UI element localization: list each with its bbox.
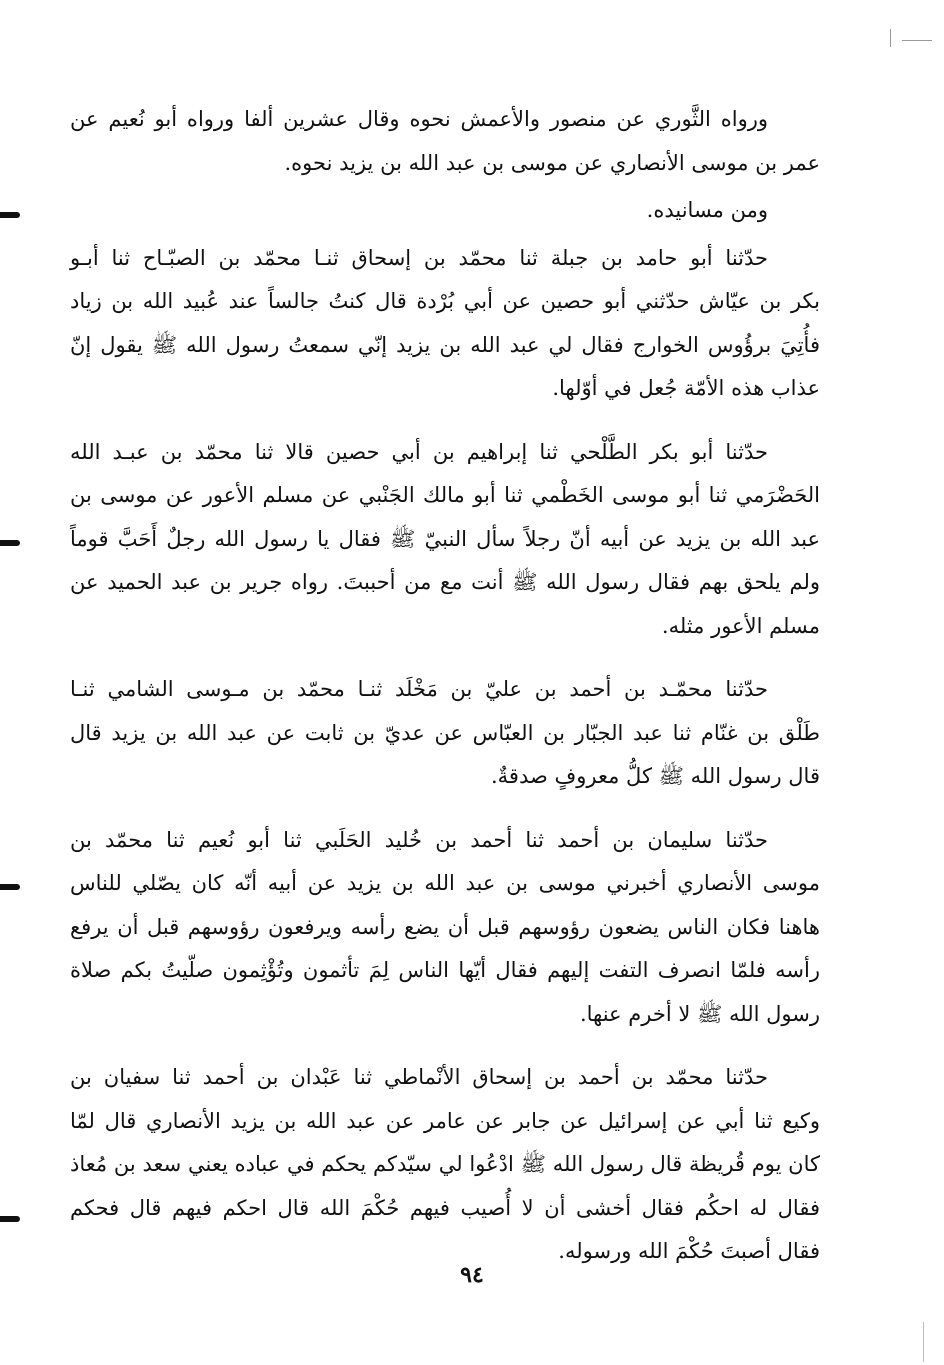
paragraph-1: [70, 98, 820, 185]
text-line: عبد الله بن يزيد عن أبيه أنّ رجلاً سأل النبيّ ﷺ فقال يا رسول الله رجلٌ أَحَبَّ قوماً: [70, 526, 820, 551]
scan-margin-mark: [0, 884, 20, 890]
text-line: حدّثنا سليمان بن أحمد ثنا أحمد بن خُليد الحَلَبي ثنا أبو نُعيم ثنا محمّد بن: [70, 827, 768, 852]
paragraph-2: [70, 189, 820, 233]
page-body: [70, 98, 820, 1294]
text-line: حدّثنا محمّد بن أحمد بن إسحاق الأنْماطي ثنا عَبْدان بن أحمد ثنا سفيان بن: [70, 1065, 768, 1089]
text-line: هاهنا فكان الناس يضعون رؤوسهم قبل أن يضع رأسه ويرفعون رؤوسهم قبل أن يرفع: [70, 914, 820, 939]
text-line: فأُتِيَ برؤُوس الخوارج فقال لي عبد الله بن يزيد إنّي سمعتُ رسول الله ﷺ يقول إنّ: [70, 332, 820, 357]
text-line: ولم يلحق بهم فقال رسول الله ﷺ أنت مع من أحببتَ. رواه جرير بن عبد الحميد عن: [70, 570, 820, 594]
text-line: عمر بن موسى الأنصاري عن موسى بن عبد الله بن يزيد نحوه.: [284, 150, 820, 175]
text-line: رأسه فلمّا انصرف التفت إليهم فقال أيّها الناس لِمَ تأثمون وتُؤْثِمون صلّيتُ بكم صلاة: [70, 958, 820, 982]
text-line: قال رسول الله ﷺ كلُّ معروفٍ صدقةٌ.: [490, 764, 820, 788]
paragraph-5: [70, 668, 820, 799]
paragraph-7: [70, 1056, 820, 1274]
text-line: وكيع ثنا أبي عن إسرائيل عن جابر عن عامر عن عبد الله بن يزيد الأنصاري قال لمّا: [70, 1108, 820, 1133]
text-line: فقال له احكُم فقال أخشى أن لا أُصيب فيهم حُكْمَ الله قال احكم فيهم قال فحكم: [70, 1195, 820, 1220]
scan-bottom-mark: [923, 1322, 924, 1362]
text-line: موسى الأنصاري أخبرني موسى بن عبد الله بن يزيد عن أبيه أنّه كان يصّلي للناس: [70, 871, 820, 895]
text-line: حدّثنا أبو بكر الطَّلْحي ثنا إبراهيم بن أبي حصين قالا ثنا محمّد بن عبـد الله: [70, 439, 768, 464]
text-line: كان يوم قُريظة قال رسول الله ﷺ ادْعُوا لي سيّدكم يحكم في عباده يعني سعد بن مُعاذ: [70, 1152, 820, 1176]
text-line: مسلم الأعور مثله.: [661, 613, 820, 638]
text-line: رسول الله ﷺ لا أخرم عنها.: [579, 1001, 820, 1026]
page-number: ٩٤: [460, 1262, 484, 1288]
text-line: فقال أصبتَ حُكْمَ الله ورسوله.: [558, 1239, 820, 1263]
text-line: طَلْق بن غنّام ثنا عبد الجبّار بن العبّاس عن عديّ بن ثابت عن عبد الله بن يزيد قال: [70, 720, 820, 745]
paragraph-4: [70, 431, 820, 649]
text-line: حدّثنا أبو حامد بن جبلة ثنا محمّد بن إسحاق ثنـا محمّد بن الصبّـاح ثنا أبـو: [70, 245, 768, 270]
paragraph-6: [70, 819, 820, 1037]
paragraph-3: [70, 237, 820, 411]
scan-corner-mark: [902, 40, 932, 63]
text-line: عذاب هذه الأمّة جُعل في أوّلها.: [552, 376, 820, 400]
text-line: حدّثنا محمّـد بن أحمد بن عليّ بن مَخْلَد ثنـا محمّد بن مـوسى الشامي ثنـا: [70, 677, 768, 701]
text-line: بكر بن عيّاش حدّثني أبو حصين عن أبي بُرْدة قال كنتُ جالساً عند عُبيد الله بن زياد: [70, 289, 820, 313]
scan-margin-mark: [0, 212, 20, 218]
scan-margin-mark: [0, 540, 20, 546]
text-line: ومن مسانيده.: [646, 198, 768, 222]
scan-margin-mark: [0, 1216, 20, 1222]
text-line: ورواه الثَّوري عن منصور والأعمش نحوه وقال عشرين ألفا ورواه أبو نُعيم عن: [70, 107, 768, 131]
text-line: الحَضْرَمي ثنا أبو موسى الخَطْمي ثنا أبو مالك الجَنْبي عن مسلم الأعور عن موسى بن: [70, 483, 820, 507]
